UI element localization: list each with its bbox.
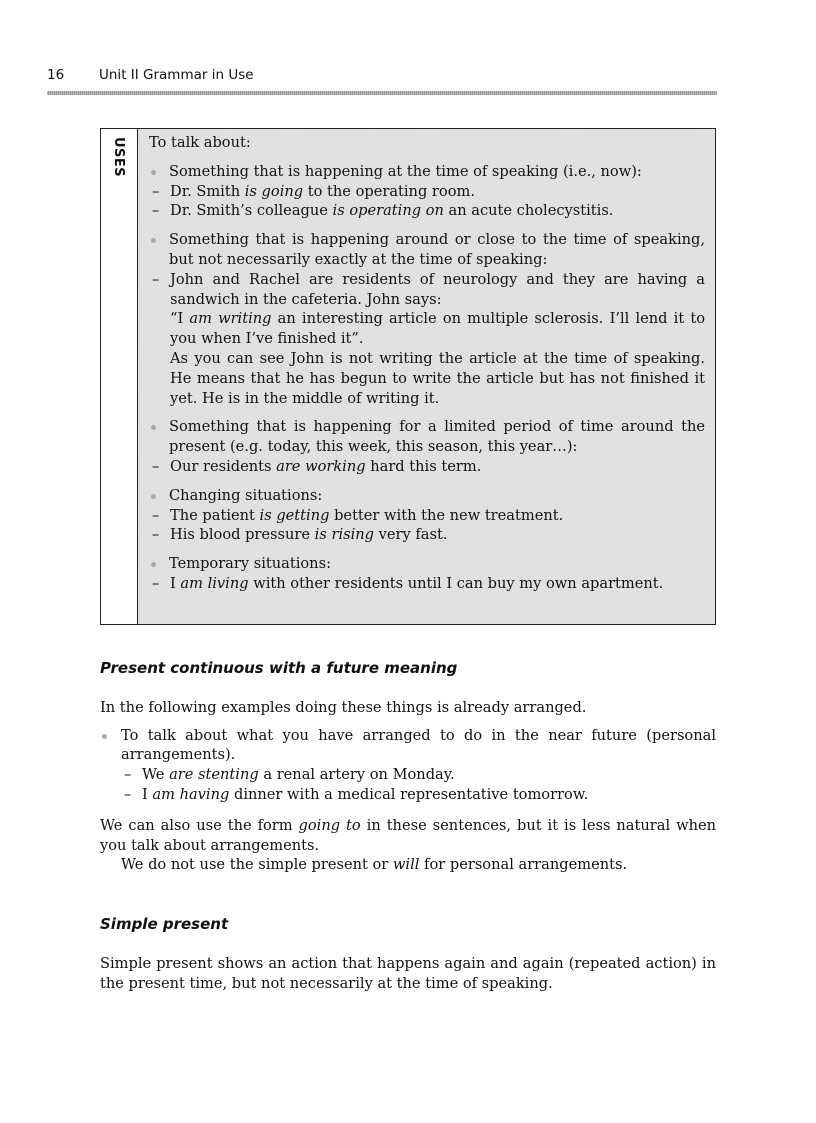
paragraph — [100, 816, 716, 856]
text-segment: is rising — [314, 526, 375, 544]
paragraph: Simple present shows an action that happens again and again (repeated action) in the present time, but not necessarily at the time of speaking. — [100, 954, 716, 992]
text-segment: for personal arrangements. — [419, 856, 628, 874]
example — [149, 201, 705, 221]
text-segment: is going — [244, 182, 304, 200]
dash: – — [152, 506, 160, 524]
dash: – — [152, 202, 160, 220]
dash: – — [152, 574, 160, 592]
text-segment: will — [392, 856, 420, 874]
example-note: As you can see John is not writing the article at the time of speaking. He means that he has begun to write the article but has not finished it yet. He is in the middle of writing it. — [170, 349, 705, 407]
uses-label-column — [101, 129, 138, 624]
example — [121, 765, 716, 785]
example — [149, 457, 705, 477]
use-text: Something that is happening for a limited period of time around the present (e.g. today, this week, this season, this year…): — [169, 418, 705, 456]
use-item — [149, 554, 705, 574]
text-segment: an interesting article on multiple sclerosis. I’ll lend it to you when I’ve finished it”. — [170, 310, 705, 348]
page-number: 16 — [47, 67, 65, 83]
text-segment: dinner with a medical representative tomorrow. — [229, 785, 589, 803]
header-rule — [47, 91, 717, 95]
uses-label: USES — [111, 137, 126, 178]
text-segment: Dr. Smith — [170, 182, 245, 200]
use-text: Something that is happening around or close to the time of speaking, but not necessarily exactly at the time of speaking: — [169, 231, 705, 268]
text-segment: We can also use the form — [100, 816, 299, 834]
text-segment: is operating on — [332, 202, 444, 220]
section-simple-present — [100, 915, 716, 993]
dash: – — [152, 526, 160, 544]
text-segment: Our residents — [170, 457, 277, 475]
text-segment: John and Rachel are residents of neurology and they are having a sandwich in the cafeteria. John says: — [170, 270, 705, 308]
use-text: Temporary situations: — [169, 555, 331, 573]
dash: – — [152, 457, 160, 475]
section-future-meaning — [100, 659, 716, 875]
example — [149, 525, 705, 545]
header-title: Unit II Grammar in Use — [99, 67, 254, 83]
example — [121, 785, 716, 805]
dash: – — [124, 785, 132, 803]
text-segment: We — [142, 766, 170, 784]
use-item — [149, 486, 705, 506]
use-item — [149, 162, 705, 182]
text-segment: to the operating room. — [303, 182, 475, 200]
section-heading: Present continuous with a future meaning — [100, 659, 458, 677]
use-item — [149, 230, 705, 270]
bullet-text: To talk about what you have arranged to do in the near future (personal arrangements). — [121, 726, 716, 764]
text-segment: better with the new treatment. — [329, 506, 564, 524]
use-item — [149, 417, 705, 457]
text-segment: an acute cholecystitis. — [443, 202, 614, 220]
use-text: Changing situations: — [169, 486, 323, 504]
text-segment: in these sentences, but it is less natural when you talk about arrangements. — [100, 816, 717, 854]
bullet-item — [100, 726, 716, 766]
text-segment: a renal artery on Monday. — [258, 766, 455, 784]
text-segment: am living — [180, 574, 249, 592]
text-segment: with other residents until I can buy my own apartment. — [248, 574, 664, 592]
box-intro: To talk about: — [149, 134, 251, 151]
example — [149, 182, 705, 202]
text-segment: His blood pressure — [170, 526, 315, 544]
running-header — [47, 67, 254, 83]
paragraph — [100, 855, 716, 875]
text-segment: am writing — [189, 310, 272, 328]
text-segment: going to — [298, 816, 361, 834]
text-segment: is getting — [259, 506, 330, 524]
text-segment: are working — [276, 457, 366, 475]
text-segment: I — [142, 785, 153, 803]
text-segment: are stenting — [169, 766, 259, 784]
paragraph: In the following examples doing these things is already arranged. — [100, 698, 587, 716]
text-segment: “I — [170, 310, 190, 328]
uses-content — [138, 129, 715, 624]
example — [149, 270, 705, 310]
dash: – — [152, 182, 160, 200]
example — [149, 574, 705, 594]
text-segment: am having — [152, 785, 230, 803]
section-heading: Simple present — [100, 915, 229, 933]
text-segment: I — [170, 574, 181, 592]
dash: – — [124, 766, 132, 784]
use-text: Something that is happening at the time of speaking (i.e., now): — [169, 162, 642, 180]
text-segment: The patient — [170, 506, 260, 524]
uses-box — [100, 128, 716, 625]
text-segment: hard this term. — [365, 457, 482, 475]
example — [149, 506, 705, 526]
text-segment: very fast. — [374, 526, 448, 544]
text-segment: Dr. Smith’s colleague — [170, 202, 333, 220]
example-quote — [149, 309, 705, 349]
text-segment: We do not use the simple present or — [121, 856, 393, 874]
dash: – — [152, 270, 160, 288]
